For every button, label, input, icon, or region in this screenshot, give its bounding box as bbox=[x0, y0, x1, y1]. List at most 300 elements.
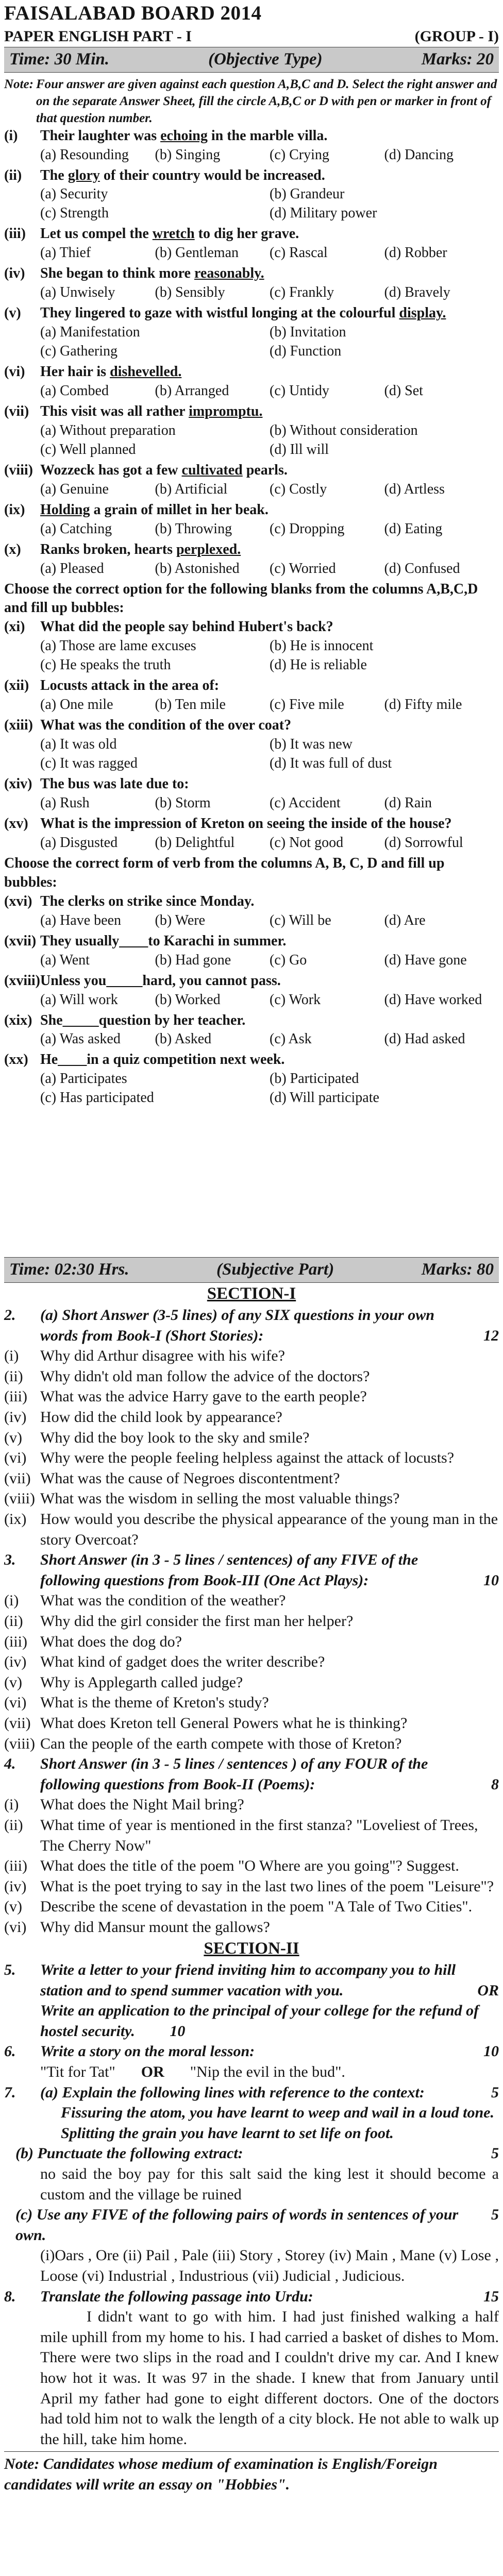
underlined-word: display. bbox=[399, 305, 446, 321]
question-prefix: Wozzeck has got a few bbox=[40, 462, 182, 478]
q6 bbox=[4, 2041, 499, 2062]
option-b: (b) It was new bbox=[270, 736, 353, 753]
short-question-number: (vi) bbox=[4, 1694, 27, 1711]
short-question-text: How would you describe the physical appearance of the young man in the story Overcoat? bbox=[40, 1511, 498, 1548]
option-a: (a) Those are lame excuses bbox=[40, 638, 196, 654]
q6-or: OR bbox=[141, 2063, 164, 2081]
q7b-title: (b) Punctuate the following extract: bbox=[15, 2145, 243, 2162]
options-grid bbox=[4, 834, 499, 853]
mcq-item bbox=[4, 972, 499, 1010]
mcq-item bbox=[4, 716, 499, 773]
q7a-line-1: Fissuring the atom, you have learnt to weep and wail in a loud tone. bbox=[61, 2104, 494, 2122]
short-question-text: What was the cause of Negroes discontentment? bbox=[40, 1469, 340, 1487]
option-d: (d) Fifty mile bbox=[384, 697, 462, 713]
mcq-text bbox=[40, 127, 499, 146]
short-question-text: Why did the boy look to the sky and smile? bbox=[40, 1429, 310, 1446]
short-question-number: (viii) bbox=[4, 1490, 35, 1507]
option-b: (b) Had gone bbox=[155, 952, 231, 968]
option-b: (b) Participated bbox=[270, 1071, 359, 1087]
short-question-text: What was the wisdom in selling the most valuable things? bbox=[40, 1490, 400, 1507]
mcq-item bbox=[4, 461, 499, 499]
mcq-question bbox=[4, 461, 499, 480]
q6-options bbox=[4, 2062, 499, 2082]
q4-number: 4. bbox=[4, 1755, 16, 1773]
option-c: (c) Rascal bbox=[270, 245, 328, 261]
option-a: (a) Combed bbox=[40, 383, 109, 399]
q7b-heading bbox=[4, 2143, 499, 2164]
short-question-text: What does the dog do? bbox=[40, 1633, 182, 1650]
option-c: (c) Costly bbox=[270, 481, 327, 497]
question-prefix: Ranks broken, hearts bbox=[40, 541, 176, 557]
option-d: (d) Have worked bbox=[384, 991, 482, 1008]
short-question-number: (iii) bbox=[4, 1388, 27, 1405]
mcq-text bbox=[40, 264, 499, 283]
q6-number: 6. bbox=[4, 2043, 16, 2060]
short-question-text: What was the advice Harry gave to the earth people? bbox=[40, 1388, 367, 1405]
q2-number: 2. bbox=[4, 1307, 16, 1324]
mcq-text bbox=[40, 225, 499, 244]
option-a: (a) Without preparation bbox=[40, 422, 176, 438]
q3-title: Short Answer (in 3 - 5 lines / sentences) of any FIVE of the following questions from Book-III (One Act Plays): bbox=[40, 1551, 418, 1589]
option-d: (d) It was full of dust bbox=[270, 755, 392, 772]
q7c-heading bbox=[4, 2205, 499, 2245]
option-c: (c) Well planned bbox=[40, 441, 136, 457]
short-question-text: Why is Applegarth called judge? bbox=[40, 1673, 243, 1691]
mcq-number: (xiii) bbox=[4, 717, 33, 734]
mcq-text bbox=[40, 166, 499, 185]
short-question-number: (v) bbox=[4, 1429, 22, 1446]
mcq-question bbox=[4, 892, 499, 911]
short-question bbox=[4, 1407, 499, 1428]
q7a-title: (a) Explain the following lines with reference to the context: bbox=[40, 2083, 425, 2101]
mcq-text bbox=[40, 402, 499, 421]
footer-note: Note: Candidates whose medium of examination is English/Foreign candidates will write an essay on "Hobbies". bbox=[4, 2455, 438, 2493]
option-d: (d) Had asked bbox=[384, 1031, 465, 1047]
option-a: (a) Went bbox=[40, 952, 90, 968]
instruction-c: Choose the correct form of verb from the columns A, B, C, D and fill up bubbles: bbox=[4, 855, 445, 890]
mcq-item bbox=[4, 1011, 499, 1049]
option-d: (d) Confused bbox=[384, 560, 460, 577]
mcq-text bbox=[40, 304, 499, 323]
mcq-text bbox=[40, 540, 499, 560]
mcq-number: (viii) bbox=[4, 462, 33, 478]
short-question-text: Describe the scene of devastation in the poem "A Tale of Two Cities". bbox=[40, 1898, 473, 1916]
options-grid bbox=[4, 951, 499, 970]
mcq-comprehension bbox=[4, 618, 499, 852]
mcq-question bbox=[4, 166, 499, 185]
short-question-number: (v) bbox=[4, 1898, 22, 1916]
option-a: (a) Pleased bbox=[40, 560, 104, 577]
mcq-text: The clerks on strike since Monday. bbox=[40, 893, 255, 909]
mcq-text bbox=[40, 501, 499, 520]
option-a: (a) Genuine bbox=[40, 481, 109, 497]
option-a: (a) It was old bbox=[40, 736, 117, 753]
footer-divider bbox=[4, 2451, 499, 2452]
mcq-number: (xx) bbox=[4, 1052, 28, 1068]
mcq-number: (xi) bbox=[4, 619, 25, 635]
option-b: (b) Grandeur bbox=[270, 186, 345, 202]
option-d: (d) Will participate bbox=[270, 1090, 379, 1106]
q6-option-a: "Tit for Tat" bbox=[40, 2063, 115, 2081]
options-grid bbox=[4, 1030, 499, 1049]
short-question bbox=[4, 1917, 499, 1938]
short-question-text: Why were the people feeling helpless against the attack of locusts? bbox=[40, 1449, 455, 1467]
option-c: (c) Crying bbox=[270, 146, 329, 163]
options-grid bbox=[4, 991, 499, 1010]
mcq-question bbox=[4, 775, 499, 794]
q7b-extract: no said the boy pay for this salt said the king lest it should become a custom and the village be ruined bbox=[40, 2165, 499, 2203]
mcq-item bbox=[4, 540, 499, 579]
time-objective: Time: 30 Min. bbox=[9, 50, 110, 69]
mcq-text: She_____question by her teacher. bbox=[40, 1012, 246, 1028]
question-suffix: in the marble villa. bbox=[207, 127, 328, 144]
short-question-number: (vi) bbox=[4, 1918, 27, 1936]
short-question bbox=[4, 1856, 499, 1876]
board-title: FAISALABAD BOARD 2014 bbox=[4, 2, 262, 24]
underlined-word: perplexed. bbox=[176, 541, 241, 557]
options-grid bbox=[4, 421, 499, 460]
option-a: (a) Disgusted bbox=[40, 834, 118, 851]
objective-part bbox=[4, 0, 499, 1247]
short-question-text: Why didn't old man follow the advice of the doctors? bbox=[40, 1367, 370, 1385]
option-b: (b) Astonished bbox=[155, 560, 240, 577]
mcq-question bbox=[4, 304, 499, 323]
mcq-text: What is the impression of Kreton on seeing the inside of the house? bbox=[40, 815, 452, 832]
short-question-text: Why did the girl consider the first man her helper? bbox=[40, 1613, 354, 1630]
option-d: (d) Dancing bbox=[384, 146, 454, 163]
option-b: (b) Were bbox=[155, 912, 206, 928]
short-question-number: (vii) bbox=[4, 1714, 31, 1732]
option-b: (b) Ten mile bbox=[155, 697, 226, 713]
objective-type: (Objective Type) bbox=[208, 50, 323, 69]
mcq-item bbox=[4, 127, 499, 165]
short-question bbox=[4, 1428, 499, 1448]
options-grid bbox=[4, 696, 499, 715]
short-question-text: Can the people of the earth compete with those of Kreton? bbox=[40, 1735, 402, 1752]
q3-marks: 10 bbox=[483, 1571, 499, 1589]
option-d: (d) Bravely bbox=[384, 284, 450, 301]
q6-title: Write a story on the moral lesson: bbox=[40, 2043, 255, 2060]
q5-application: Write an application to the principal of your college for the refund of hostel security. bbox=[40, 2002, 479, 2040]
note-text: Four answer are given against each question A,B,C and D. Select the right answer and on the separate Answer Sheet, fill the circle A,B,C or D with pen or marker in front of that question number. bbox=[36, 77, 497, 125]
short-question-number: (iii) bbox=[4, 1857, 27, 1875]
short-question-text: What does the Night Mail bring? bbox=[40, 1796, 244, 1814]
short-question-number: (i) bbox=[4, 1592, 19, 1609]
group-label: (GROUP - I) bbox=[414, 28, 499, 45]
short-question bbox=[4, 1896, 499, 1917]
option-b: (b) Without consideration bbox=[270, 422, 418, 438]
short-question bbox=[4, 1590, 499, 1611]
short-question bbox=[4, 1448, 499, 1468]
q4-title: Short Answer (in 3 - 5 lines / sentences ) of any FOUR of the following questions from Book-II (Poems): bbox=[40, 1755, 428, 1793]
q2-marks: 12 bbox=[483, 1327, 499, 1344]
option-d: (d) Robber bbox=[384, 245, 447, 261]
option-c: (c) Ask bbox=[270, 1031, 312, 1047]
q4-heading bbox=[4, 1754, 499, 1794]
option-b: (b) Arranged bbox=[155, 383, 229, 399]
short-question bbox=[4, 1692, 499, 1713]
q2-heading bbox=[4, 1305, 499, 1346]
section-2-title: SECTION-II bbox=[204, 1939, 299, 1958]
paper-title: PAPER ENGLISH PART - I bbox=[4, 28, 192, 45]
q7a-line-2: Splitting the grain you have learnt to set life on foot. bbox=[61, 2124, 394, 2142]
option-d: (d) Ill will bbox=[270, 441, 329, 457]
mcq-text: What did the people say behind Hubert's back? bbox=[40, 619, 333, 635]
mcq-verbs bbox=[4, 892, 499, 1108]
short-question-text: What is the theme of Kreton's study? bbox=[40, 1694, 269, 1711]
subjective-part bbox=[4, 1257, 499, 2576]
mcq-question bbox=[4, 540, 499, 560]
mcq-number: (xviii) bbox=[4, 972, 40, 989]
option-d: (d) Have gone bbox=[384, 952, 467, 968]
option-a: (a) Catching bbox=[40, 520, 112, 537]
option-b: (b) Sensibly bbox=[155, 284, 225, 301]
option-a: (a) Resounding bbox=[40, 146, 129, 163]
mcq-item bbox=[4, 225, 499, 263]
mcq-item bbox=[4, 1050, 499, 1108]
q7a-heading bbox=[4, 2082, 499, 2103]
option-c: (c) Has participated bbox=[40, 1090, 154, 1106]
mcq-text: The bus was late due to: bbox=[40, 776, 189, 792]
mcq-number: (ii) bbox=[4, 167, 22, 183]
mcq-item bbox=[4, 402, 499, 460]
mcq-number: (iv) bbox=[4, 265, 25, 282]
subjective-bar bbox=[4, 1257, 499, 1283]
objective-note bbox=[4, 76, 499, 127]
option-c: (c) He speaks the truth bbox=[40, 657, 171, 673]
short-question bbox=[4, 1386, 499, 1407]
mcq-number: (xvi) bbox=[4, 893, 32, 909]
mcq-question bbox=[4, 676, 499, 696]
option-d: (d) He is reliable bbox=[270, 657, 367, 673]
q6-marks: 10 bbox=[483, 2043, 499, 2060]
underlined-word: echoing bbox=[160, 127, 208, 144]
mcq-number: (i) bbox=[4, 127, 18, 144]
short-question-number: (ii) bbox=[4, 1816, 23, 1834]
mcq-item bbox=[4, 676, 499, 715]
mcq-text bbox=[40, 461, 499, 480]
option-d: (d) Are bbox=[384, 912, 426, 928]
short-question-text: What time of year is mentioned in the first stanza? "Loveliest of Trees, The Cherry Now" bbox=[40, 1816, 478, 1854]
q5 bbox=[4, 1960, 499, 2041]
question-prefix: The bbox=[40, 167, 68, 183]
options-grid bbox=[4, 637, 499, 675]
question-prefix: They lingered to gaze with wistful longing at the colourful bbox=[40, 305, 399, 321]
short-question-text: What is the poet trying to say in the last two lines of the poem "Leisure"? bbox=[40, 1877, 494, 1895]
marks-objective: Marks: 20 bbox=[421, 50, 494, 69]
q5-number: 5. bbox=[4, 1961, 16, 1979]
q2-title: (a) Short Answer (3-5 lines) of any SIX questions in your own words from Book-I (Short Stories): bbox=[40, 1307, 434, 1344]
q7c-marks: 5 bbox=[491, 2206, 499, 2224]
short-question bbox=[4, 1652, 499, 1672]
q2-list bbox=[4, 1346, 499, 1550]
option-a: (a) Thief bbox=[40, 245, 91, 261]
option-b: (b) Gentleman bbox=[155, 245, 239, 261]
q8-title: Translate the following passage into Urdu: bbox=[40, 2287, 313, 2305]
short-question bbox=[4, 1611, 499, 1632]
options-grid bbox=[4, 1070, 499, 1108]
option-a: (a) Unwisely bbox=[40, 284, 115, 301]
option-c: (c) Accident bbox=[270, 795, 341, 811]
short-question-number: (i) bbox=[4, 1347, 19, 1365]
q8-number: 8. bbox=[4, 2287, 16, 2305]
q7b-marks: 5 bbox=[491, 2145, 499, 2162]
mcq-item bbox=[4, 363, 499, 401]
q7-number: 7. bbox=[4, 2083, 16, 2101]
question-suffix: to dig her grave. bbox=[194, 226, 299, 242]
exam-paper bbox=[4, 0, 499, 2576]
short-question bbox=[4, 1734, 499, 1754]
mcq-text: Unless you_____hard, you cannot pass. bbox=[40, 972, 281, 989]
q8-marks: 15 bbox=[483, 2287, 499, 2305]
options-grid bbox=[4, 520, 499, 539]
short-question-number: (iv) bbox=[4, 1877, 27, 1895]
note-label: Note: bbox=[4, 77, 33, 91]
short-question bbox=[4, 1488, 499, 1509]
options-grid bbox=[4, 560, 499, 579]
mcq-number: (xv) bbox=[4, 815, 28, 832]
instruction-b: Choose the correct option for the following blanks from the columns A,B,C,D and fill up bubbles: bbox=[4, 581, 478, 616]
mcq-item bbox=[4, 304, 499, 361]
mcq-question bbox=[4, 932, 499, 951]
q5-marks: 10 bbox=[170, 2022, 186, 2040]
mcq-item bbox=[4, 775, 499, 813]
mcq-number: (vi) bbox=[4, 364, 25, 380]
short-question-text: What kind of gadget does the writer describe? bbox=[40, 1653, 325, 1671]
q3-heading bbox=[4, 1550, 499, 1590]
question-prefix: This visit was all rather bbox=[40, 403, 189, 419]
mcq-question bbox=[4, 972, 499, 991]
option-c: (c) Worried bbox=[270, 560, 336, 577]
option-b: (b) Singing bbox=[155, 146, 221, 163]
mcq-question bbox=[4, 618, 499, 637]
options-grid bbox=[4, 283, 499, 302]
short-question bbox=[4, 1632, 499, 1652]
question-suffix: of their country would be increased. bbox=[99, 167, 325, 183]
mcq-number: (xiv) bbox=[4, 776, 32, 792]
option-a: (a) Rush bbox=[40, 795, 90, 811]
q7c-title: (c) Use any FIVE of the following pairs of words in sentences of your own. bbox=[15, 2206, 459, 2244]
options-grid bbox=[4, 735, 499, 773]
short-question bbox=[4, 1672, 499, 1693]
short-question bbox=[4, 1468, 499, 1489]
option-a: (a) Was asked bbox=[40, 1031, 121, 1047]
mcq-question bbox=[4, 1050, 499, 1070]
short-question-number: (iv) bbox=[4, 1409, 27, 1426]
question-prefix: Let us compel the bbox=[40, 226, 153, 242]
options-grid bbox=[4, 382, 499, 401]
option-d: (d) Sorrowful bbox=[384, 834, 463, 851]
mcq-question bbox=[4, 402, 499, 421]
mcq-number: (xix) bbox=[4, 1012, 32, 1028]
mcq-number: (xvii) bbox=[4, 933, 37, 949]
mcq-item bbox=[4, 815, 499, 853]
q4-marks: 8 bbox=[491, 1775, 499, 1793]
option-b: (b) Storm bbox=[155, 795, 211, 811]
mcq-question bbox=[4, 501, 499, 520]
option-c: (c) Five mile bbox=[270, 697, 344, 713]
mcq-question bbox=[4, 1011, 499, 1030]
options-grid bbox=[4, 185, 499, 223]
underlined-word: dishevelled. bbox=[110, 364, 182, 380]
q8-passage: I didn't want to go with him. I had just finished walking a half mile uphill from my home to his. I had carried a basket of dishes to Mom. There were two slips in the road and I couldn't drive my car. And I knew how hot it was. It was 97 in the shade. I knew that from January until April my father had gone to eight different doctors. One of the doctors had told him not to walk the length of a city block. He not able to walk up the hill, take him home. bbox=[40, 2308, 499, 2448]
underlined-word: reasonably. bbox=[194, 265, 264, 282]
short-question-number: (viii) bbox=[4, 1735, 35, 1752]
q3-list bbox=[4, 1590, 499, 1754]
short-question-number: (iv) bbox=[4, 1653, 27, 1671]
short-question bbox=[4, 1713, 499, 1734]
short-question-text: What was the condition of the weather? bbox=[40, 1592, 286, 1609]
option-b: (b) Throwing bbox=[155, 520, 232, 537]
mcq-item bbox=[4, 618, 499, 675]
mcq-question bbox=[4, 363, 499, 382]
short-question bbox=[4, 1366, 499, 1387]
option-c: (c) Untidy bbox=[270, 383, 329, 399]
mcq-text: They usually____to Karachi in summer. bbox=[40, 933, 287, 949]
underlined-word: impromptu. bbox=[189, 403, 263, 419]
paper-header bbox=[4, 26, 499, 47]
option-d: (d) Eating bbox=[384, 520, 443, 537]
mcq-number: (iii) bbox=[4, 226, 26, 242]
option-c: (c) Go bbox=[270, 952, 307, 968]
mcq-number: (v) bbox=[4, 305, 21, 321]
mcq-question bbox=[4, 264, 499, 283]
short-question-text: Why did Arthur disagree with his wife? bbox=[40, 1347, 285, 1365]
q6-option-b: "Nip the evil in the bud". bbox=[190, 2063, 345, 2081]
short-question-number: (ii) bbox=[4, 1613, 23, 1630]
option-c: (c) Strength bbox=[40, 205, 109, 222]
options-grid bbox=[4, 323, 499, 361]
short-question-number: (ii) bbox=[4, 1367, 23, 1385]
mcq-item bbox=[4, 166, 499, 224]
q4-list bbox=[4, 1794, 499, 1937]
options-grid bbox=[4, 911, 499, 930]
q3-number: 3. bbox=[4, 1551, 16, 1569]
option-c: (c) Will be bbox=[270, 912, 331, 928]
option-a: (a) Participates bbox=[40, 1071, 127, 1087]
underlined-word: wretch bbox=[152, 226, 195, 242]
underlined-word: glory bbox=[68, 167, 100, 183]
underlined-word: Holding bbox=[40, 501, 90, 518]
marks-subjective: Marks: 80 bbox=[421, 1260, 494, 1279]
option-c: (c) Work bbox=[270, 991, 321, 1008]
mcq-text bbox=[40, 363, 499, 382]
option-a: (a) Manifestation bbox=[40, 324, 140, 341]
option-c: (c) It was ragged bbox=[40, 755, 138, 772]
short-question-text: What does the title of the poem "O Where are you going"? Suggest. bbox=[40, 1857, 459, 1875]
short-question bbox=[4, 1876, 499, 1897]
q8-heading bbox=[4, 2286, 499, 2307]
short-question bbox=[4, 1346, 499, 1366]
mcq-question bbox=[4, 127, 499, 146]
q7a-marks: 5 bbox=[491, 2083, 499, 2101]
question-prefix: She began to think more bbox=[40, 265, 194, 282]
short-question-number: (vii) bbox=[4, 1469, 31, 1487]
option-a: (a) Have been bbox=[40, 912, 122, 928]
question-suffix: pearls. bbox=[242, 462, 288, 478]
underlined-word: cultivated bbox=[181, 462, 243, 478]
short-question-text: How did the child look by appearance? bbox=[40, 1409, 282, 1426]
short-question-number: (v) bbox=[4, 1673, 22, 1691]
mcq-text: He____in a quiz competition next week. bbox=[40, 1052, 285, 1068]
short-question-number: (vi) bbox=[4, 1449, 27, 1467]
q5-letter: Write a letter to your friend inviting him to accompany you to hill station and to spend summer vacation with you. bbox=[40, 1961, 456, 1999]
mcq-item bbox=[4, 892, 499, 930]
mcq-synonyms bbox=[4, 127, 499, 579]
option-d: (d) Rain bbox=[384, 795, 432, 811]
question-suffix: a grain of millet in her beak. bbox=[90, 501, 269, 518]
section-1-title: SECTION-I bbox=[207, 1284, 296, 1303]
